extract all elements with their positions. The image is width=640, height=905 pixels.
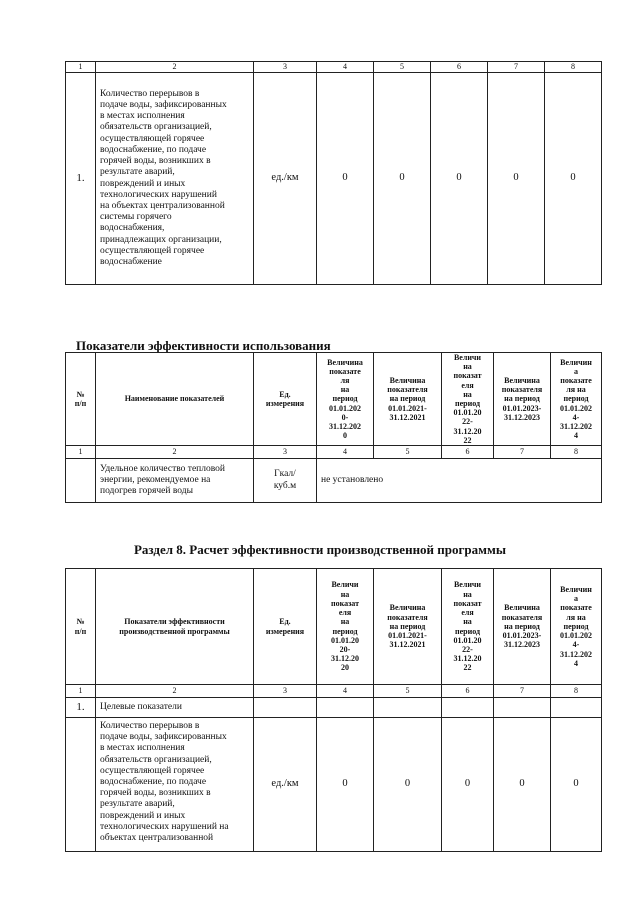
col-number: 7 [494, 685, 551, 698]
col-number: 2 [96, 446, 254, 459]
header-period-2023: Величина показателя на период 01.01.2023- 31.12.2023 [494, 569, 551, 685]
header-period-2023: Величина показателя на период 01.01.2023- 31.12.2023 [494, 353, 551, 446]
table-row [66, 718, 602, 852]
col-number: 1 [66, 685, 96, 698]
header-period-2020: Величина показате ля на период 01.01.202 0- 31.12.202 0 [317, 353, 374, 446]
value-2024: 0 [551, 718, 602, 852]
header-period-2024: Величин а показате ля на период 01.01.202 4- 31.12.202 4 [551, 353, 602, 446]
unit-cell: ед./км [254, 718, 317, 852]
header-name: Наименование показателей [96, 353, 254, 446]
empty-cell [317, 698, 374, 718]
value-2020: 0 [317, 73, 374, 285]
header-period-2021: Величина показателя на период 01.01.2021- 31.12.2021 [374, 569, 442, 685]
header-row [66, 569, 602, 685]
header-period-2021: Величина показателя на период 01.01.2021- 31.12.2021 [374, 353, 442, 446]
col-number: 8 [551, 685, 602, 698]
col-number: 5 [374, 685, 442, 698]
value-2021: 0 [374, 73, 431, 285]
group-row [66, 698, 602, 718]
header-unit: Ед. измерения [254, 353, 317, 446]
row-index: 1. [66, 73, 96, 285]
header-number: № п/п [66, 353, 96, 446]
empty-cell [494, 698, 551, 718]
indicator-name: Количество перерывов в подаче воды, зафиксированных в местах исполнения обязательств организацией, осуществляющей горячее водоснабжение, по подаче горячей воды, возникших в результате аварий, повреждений и иных технологических нарушений на объектах централизованной системы горячего водоснабжения, принадлежащих организации, осуществляющей горячее водоснабжение [96, 73, 254, 285]
col-number: 3 [254, 62, 317, 73]
row-index-empty [66, 718, 96, 852]
header-period-2022: Величи на показат еля на период 01.01.20 22- 31.12.20 22 [442, 569, 494, 685]
header-name: Показатели эффективности производственной программы [96, 569, 254, 685]
value-2022: 0 [431, 73, 488, 285]
col-number: 3 [254, 446, 317, 459]
empty-cell [254, 698, 317, 718]
col-number: 5 [374, 62, 431, 73]
col-number: 6 [442, 685, 494, 698]
col-number: 4 [317, 62, 374, 73]
header-row [66, 353, 602, 446]
col-number: 5 [374, 446, 442, 459]
table-row [66, 73, 602, 285]
col-number: 7 [488, 62, 545, 73]
empty-cell [374, 698, 442, 718]
col-number: 8 [545, 62, 602, 73]
col-number: 4 [317, 685, 374, 698]
value-2024: 0 [545, 73, 602, 285]
value-not-set: не установлено [317, 459, 602, 503]
column-number-row [66, 446, 602, 459]
column-number-row [66, 62, 602, 73]
col-number: 6 [431, 62, 488, 73]
section-title: Показатели эффективности использования [76, 338, 331, 353]
col-number: 2 [96, 685, 254, 698]
unit-cell: Гкал/ куб.м [254, 459, 317, 503]
value-2020: 0 [317, 718, 374, 852]
indicator-name: Количество перерывов в подаче воды, зафиксированных в местах исполнения обязательств организацией, осуществляющей горячее водоснабжение, по подаче горячей воды, возникших в результате аварий, повреждений и иных технологических нарушений на объектах централизованной [96, 718, 254, 852]
section-title: Раздел 8. Расчет эффективности производственной программы [133, 542, 507, 557]
value-2022: 0 [442, 718, 494, 852]
continuation-table [65, 61, 602, 285]
header-unit: Ед. измерения [254, 569, 317, 685]
efficiency-table [65, 352, 602, 503]
col-number: 1 [66, 62, 96, 73]
empty-cell [442, 698, 494, 718]
group-index: 1. [66, 698, 96, 718]
group-label: Целевые показатели [96, 698, 254, 718]
col-number: 7 [494, 446, 551, 459]
value-2023: 0 [494, 718, 551, 852]
indicator-name: Удельное количество тепловой энергии, рекомендуемое на подогрев горячей воды [96, 459, 254, 503]
col-number: 3 [254, 685, 317, 698]
col-number: 6 [442, 446, 494, 459]
col-number: 2 [96, 62, 254, 73]
header-number: № п/п [66, 569, 96, 685]
header-period-2024: Величин а показате ля на период 01.01.202 4- 31.12.202 4 [551, 569, 602, 685]
table-row [66, 459, 602, 503]
empty-cell [551, 698, 602, 718]
production-program-table [65, 568, 602, 852]
value-2021: 0 [374, 718, 442, 852]
unit-cell: ед./км [254, 73, 317, 285]
column-number-row [66, 685, 602, 698]
header-period-2020: Величи на показат еля на период 01.01.20 20- 31.12.20 20 [317, 569, 374, 685]
header-period-2022: Величи на показат еля на период 01.01.20 22- 31.12.20 22 [442, 353, 494, 446]
col-number: 4 [317, 446, 374, 459]
row-index-empty [66, 459, 96, 503]
col-number: 8 [551, 446, 602, 459]
value-2023: 0 [488, 73, 545, 285]
col-number: 1 [66, 446, 96, 459]
